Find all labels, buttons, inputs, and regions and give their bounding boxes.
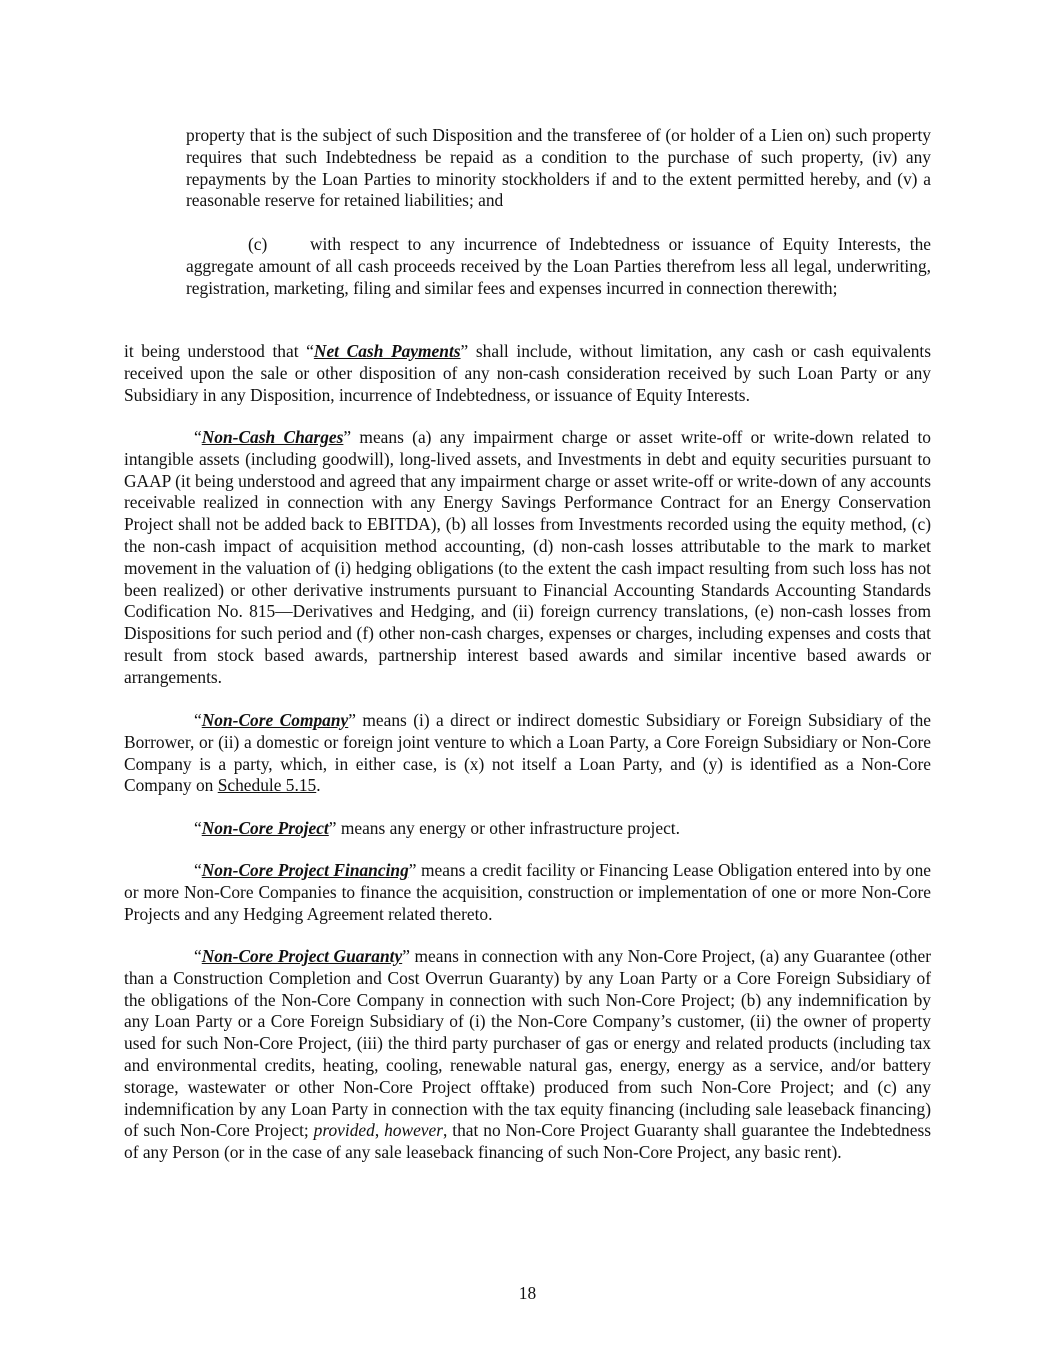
definition-non-core-project-guaranty	[124, 946, 931, 1164]
text-segment: ” shall include, without limitation, any cash or cash equivalents received upon the sale or other disposition of any non-cash consideration received by such Loan Party or any Subsidiary in any Disposition, incurrence of Indebtedness, or issuance of Equity Interests.	[124, 341, 931, 405]
defined-term: Non-Core Project	[201, 818, 329, 838]
defined-term: Non-Core Company	[201, 710, 349, 730]
text-segment: “	[194, 946, 202, 966]
text-segment: “	[194, 710, 202, 730]
page-number: 18	[518, 1283, 537, 1303]
text-segment: ” means (i) a direct or indirect domestic Subsidiary or Foreign Subsidiary of the Borrower, or (ii) a domestic or foreign joint venture to which a Loan Party, a Core Foreign Subsidiary or Non-Core Company is a party, which, in either case, is (x) not itself a Loan Party, and (y) is identified as a Non-Core Company on	[124, 710, 931, 796]
clause-c	[186, 234, 931, 299]
schedule-reference: Schedule 5.15	[217, 775, 317, 796]
text-segment: ,	[374, 1120, 385, 1141]
paragraph-text: property that is the subject of such Disposition and the transferee of (or holder of a Lien on) such property requires that such Indebtedness be repaid as a condition to the purchase of such property, (iv) any repayments by the Loan Parties to minority stockholders if and to the extent permitted hereby, and (v) a reasonable reserve for retained liabilities; and	[186, 125, 931, 211]
text-segment: ” means a credit facility or Financing Lease Obligation entered into by one or more Non-Core Companies to finance the acquisition, construction or implementation of one or more Non-Core Projects and any Hedging Agreement related thereto.	[124, 860, 931, 924]
text-segment: ” means any energy or other infrastructure project.	[328, 818, 680, 838]
text-segment: “	[194, 818, 202, 838]
italic-however: however	[384, 1120, 444, 1141]
definition-non-core-project	[124, 818, 931, 840]
text-segment: .	[316, 775, 321, 796]
text-segment: ” means in connection with any Non-Core Project, (a) any Guarantee (other than a Construction Completion and Cost Overrun Guaranty) by any Loan Party or a Core Foreign Subsidiary of the obligations of the Non-Core Company in connection with such Non-Core Project; (b) any indemnification by any Loan Party or a Core Foreign Subsidiary of (i) the Non-Core Company’s customer, (ii) the owner of property used for such Non-Core Project, (iii) the third party purchaser of gas or energy and related products (including tax and environmental credits, heating, cooling, renewable natural gas, energy, energy as a service, and/or battery storage, wastewater or other Non-Core Project offtake) produced from such Non-Core Project; and (c) any indemnification by any Loan Party in connection with the tax equity financing (including sale leaseback financing) of such Non-Core Project;	[124, 946, 932, 1141]
text-segment: “	[194, 860, 202, 880]
definition-non-cash-charges	[124, 427, 931, 689]
defined-term: Net Cash Payments	[313, 341, 461, 361]
defined-term: Non-Cash Charges	[201, 427, 344, 447]
clause-label: (c)	[248, 234, 268, 254]
italic-provided: provided	[313, 1120, 375, 1141]
definition-net-cash-payments-proviso	[124, 341, 931, 406]
definition-non-core-company	[124, 710, 931, 797]
definition-non-core-project-financing	[124, 860, 931, 925]
text-segment: , that no Non-Core Project Guaranty shall guarantee the Indebtedness of any Person (or in the case of any sale leaseback financing of such Non-Core Project, any basic rent).	[124, 1120, 931, 1163]
paragraph-continuation	[186, 125, 931, 212]
text-segment: ” means (a) any impairment charge or asset write-off or write-down related to intangible assets (including goodwill), long-lived assets, and Investments in debt and equity securities pursuant to GAAP (it being understood and agreed that any impairment charge or asset write-off or write-down of any accounts receivable realized in connection with any Energy Savings Performance Contract for an Energy Conservation Project shall not be added back to EBITDA), (b) all losses from Investments recorded using the equity method, (c) the non-cash impact of acquisition method accounting, (d) non-cash losses attributable to the mark to market movement in the valuation of (i) hedging obligations (to the extent the cash impact resulting from such loss has not been realized) or other derivative instruments pursuant to Financial Accounting Standards Accounting Standards Codification No. 815—Derivatives and Hedging, and (ii) foreign currency translations, (e) non-cash losses from Dispositions for such period and (f) other non-cash charges, expenses or charges, including expenses and costs that result from stock based awards, partnership interest based awards and similar incentive based awards or arrangements.	[124, 427, 931, 687]
defined-term: Non-Core Project Financing	[201, 860, 409, 880]
text-segment: “	[194, 427, 202, 447]
text-segment: it being understood that “	[124, 341, 314, 361]
defined-term: Non-Core Project Guaranty	[201, 946, 403, 966]
clause-text: with respect to any incurrence of Indebtedness or issuance of Equity Interests, the aggregate amount of all cash proceeds received by the Loan Parties therefrom less all legal, underwriting, registration, marketing, filing and similar fees and expenses incurred in connection therewith;	[186, 234, 931, 298]
